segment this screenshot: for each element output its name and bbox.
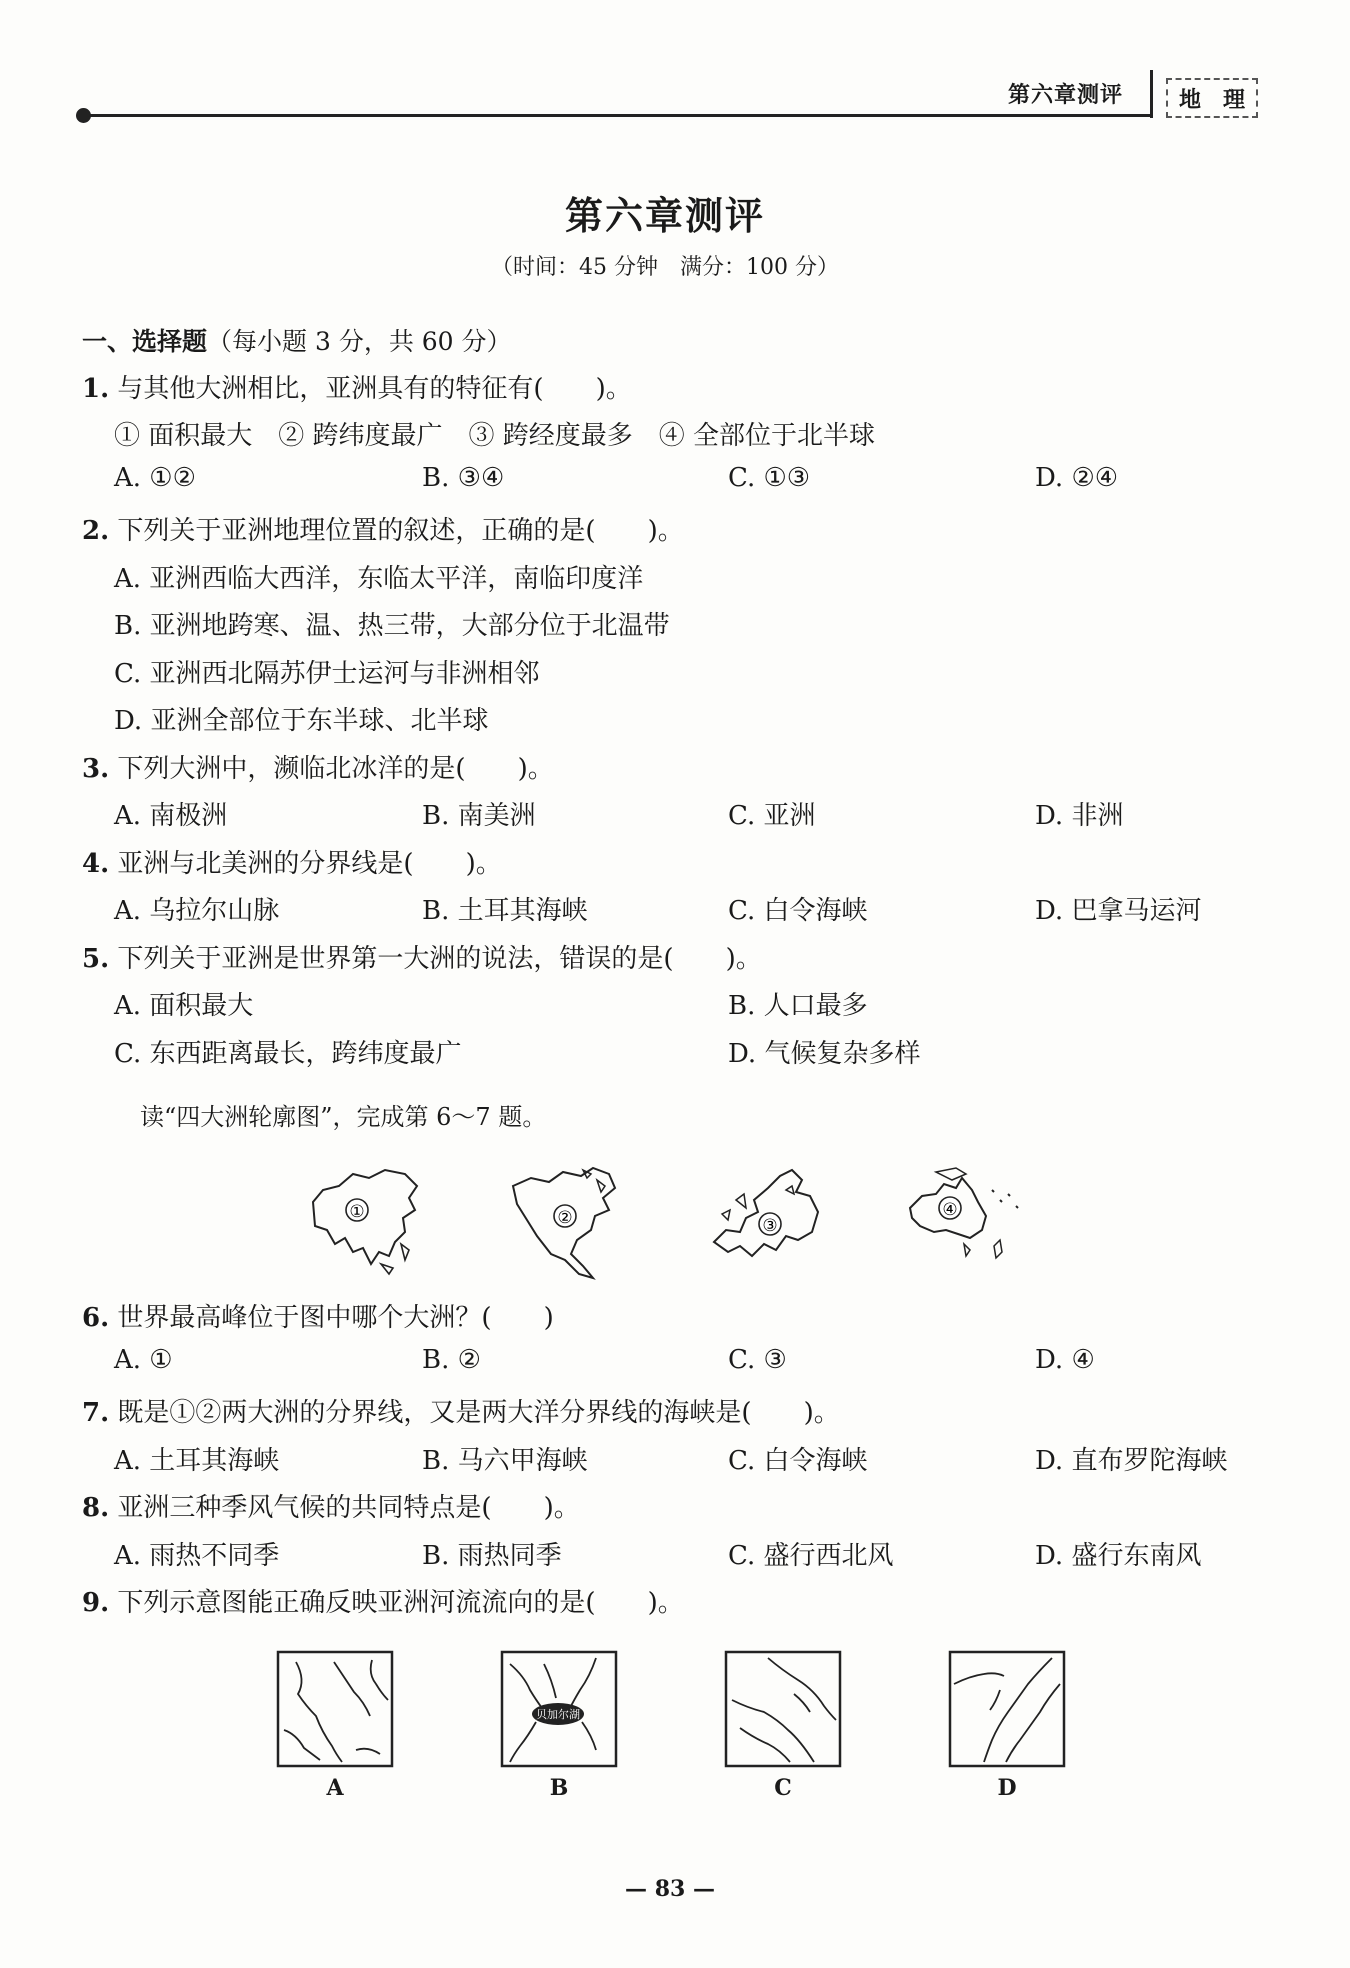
- question-3-stem: [82, 748, 554, 785]
- question-text: 世界最高峰位于图中哪个大洲？( ): [117, 1303, 554, 1333]
- question-4-stem: [82, 843, 502, 880]
- header-subject-char-2: 理: [1222, 86, 1245, 113]
- page-number: — 83 —: [625, 1876, 715, 1902]
- header-chapter: 第六章测评: [1008, 82, 1124, 108]
- north-america-outline-map: [505, 1160, 625, 1285]
- option-a[interactable]: A. 南极洲: [114, 801, 228, 831]
- option-a[interactable]: A. 面积最大: [114, 991, 254, 1021]
- option-c[interactable]: C. 白令海峡: [728, 896, 868, 926]
- continent-label-2: ②: [557, 1208, 573, 1228]
- option-c[interactable]: C. ①③: [728, 463, 811, 493]
- section-heading: [82, 322, 512, 358]
- question-number: 9.: [82, 1588, 110, 1618]
- option-d[interactable]: D. 直布罗陀海峡: [1035, 1446, 1228, 1476]
- option-d[interactable]: D. 非洲: [1035, 801, 1124, 831]
- option-a[interactable]: A. 亚洲西临大西洋，东临太平洋，南临印度洋: [114, 564, 644, 594]
- question-8-stem: [82, 1487, 580, 1524]
- question-1-items: ① 面积最大 ② 跨纬度最广 ③ 跨经度最多 ④ 全部位于北半球: [114, 421, 876, 451]
- page-subtitle: （时间：45 分钟 满分：100 分）: [491, 255, 839, 280]
- question-number: 8.: [82, 1493, 110, 1523]
- continent-label-1: ①: [349, 1202, 365, 1222]
- question-number: 4.: [82, 849, 110, 879]
- option-b[interactable]: B. 人口最多: [728, 991, 868, 1021]
- europe-outline-map: [700, 1160, 825, 1265]
- question-number: 1.: [82, 374, 110, 404]
- question-text: 下列关于亚洲地理位置的叙述，正确的是( )。: [117, 516, 684, 546]
- option-c[interactable]: C. 白令海峡: [728, 1446, 868, 1476]
- option-d[interactable]: D. ④: [1035, 1345, 1095, 1375]
- continent-label-4: ④: [942, 1200, 958, 1220]
- option-a[interactable]: A. 乌拉尔山脉: [114, 896, 280, 926]
- oceania-outline-map: [900, 1160, 1030, 1265]
- question-number: 3.: [82, 754, 110, 784]
- option-c[interactable]: C. 亚洲: [728, 801, 816, 831]
- question-1-stem: [82, 368, 632, 405]
- continent-label-3: ③: [762, 1216, 778, 1236]
- header-subject-char-1: 地: [1178, 86, 1201, 113]
- option-b[interactable]: B. 土耳其海峡: [422, 896, 588, 926]
- question-9-stem: [82, 1582, 684, 1619]
- asia-outline-map: [305, 1160, 425, 1280]
- option-d[interactable]: D. 盛行东南风: [1035, 1541, 1202, 1571]
- river-diagram-c-label: C: [774, 1775, 792, 1801]
- lake-label: 贝加尔湖: [536, 1708, 580, 1721]
- option-a[interactable]: A. 土耳其海峡: [114, 1446, 280, 1476]
- intro-questions-6-7: 读“四大洲轮廓图”，完成第 6～7 题。: [140, 1103, 547, 1131]
- question-text: 既是①②两大洲的分界线，又是两大洋分界线的海峡是( )。: [117, 1398, 840, 1428]
- question-5-stem: [82, 938, 762, 975]
- option-c[interactable]: C. 东西距离最长，跨纬度最广: [114, 1039, 462, 1069]
- option-b[interactable]: B. 南美洲: [422, 801, 536, 831]
- question-text: 下列示意图能正确反映亚洲河流流向的是( )。: [117, 1588, 684, 1618]
- question-text: 与其他大洲相比，亚洲具有的特征有( )。: [117, 374, 632, 404]
- section-title: 一、选择题: [82, 327, 208, 356]
- option-d[interactable]: D. 巴拿马运河: [1035, 896, 1202, 926]
- question-2-stem: [82, 510, 684, 547]
- river-diagram-b-label: B: [549, 1775, 569, 1801]
- page-number-value: 83: [654, 1876, 686, 1902]
- option-c[interactable]: C. 亚洲西北隔苏伊士运河与非洲相邻: [114, 659, 540, 689]
- river-diagram-d-label: D: [997, 1775, 1017, 1801]
- option-a[interactable]: A. ①②: [114, 463, 196, 493]
- river-diagram-c[interactable]: [724, 1650, 842, 1768]
- river-diagram-b[interactable]: [500, 1650, 618, 1768]
- option-b[interactable]: B. ③④: [422, 463, 505, 493]
- header-subject: [1166, 78, 1258, 118]
- question-text: 下列大洲中，濒临北冰洋的是( )。: [117, 754, 554, 784]
- river-diagram-a-label: A: [326, 1775, 344, 1801]
- question-number: 5.: [82, 944, 110, 974]
- question-7-stem: [82, 1392, 840, 1429]
- option-b[interactable]: B. ②: [422, 1345, 481, 1375]
- header-separator: [1150, 70, 1153, 118]
- question-text: 下列关于亚洲是世界第一大洲的说法，错误的是( )。: [117, 944, 762, 974]
- question-text: 亚洲三种季风气候的共同特点是( )。: [117, 1493, 580, 1523]
- option-b[interactable]: B. 马六甲海峡: [422, 1446, 588, 1476]
- option-b[interactable]: B. 雨热同季: [422, 1541, 562, 1571]
- river-diagram-a[interactable]: [276, 1650, 394, 1768]
- question-6-stem: [82, 1297, 554, 1334]
- question-number: 6.: [82, 1303, 110, 1333]
- option-a[interactable]: A. 雨热不同季: [114, 1541, 280, 1571]
- question-text: 亚洲与北美洲的分界线是( )。: [117, 849, 502, 879]
- header-rule: [80, 114, 1150, 117]
- river-diagram-d[interactable]: [948, 1650, 1066, 1768]
- option-c[interactable]: C. ③: [728, 1345, 787, 1375]
- option-b[interactable]: B. 亚洲地跨寒、温、热三带，大部分位于北温带: [114, 611, 670, 641]
- option-d[interactable]: D. 亚洲全部位于东半球、北半球: [114, 706, 489, 736]
- question-number: 7.: [82, 1398, 110, 1428]
- option-a[interactable]: A. ①: [114, 1345, 173, 1375]
- section-note: （每小题 3 分，共 60 分）: [207, 327, 512, 356]
- option-c[interactable]: C. 盛行西北风: [728, 1541, 894, 1571]
- option-d[interactable]: D. ②④: [1035, 463, 1119, 493]
- question-number: 2.: [82, 516, 110, 546]
- option-d[interactable]: D. 气候复杂多样: [728, 1039, 921, 1069]
- page-title: 第六章测评: [564, 194, 765, 238]
